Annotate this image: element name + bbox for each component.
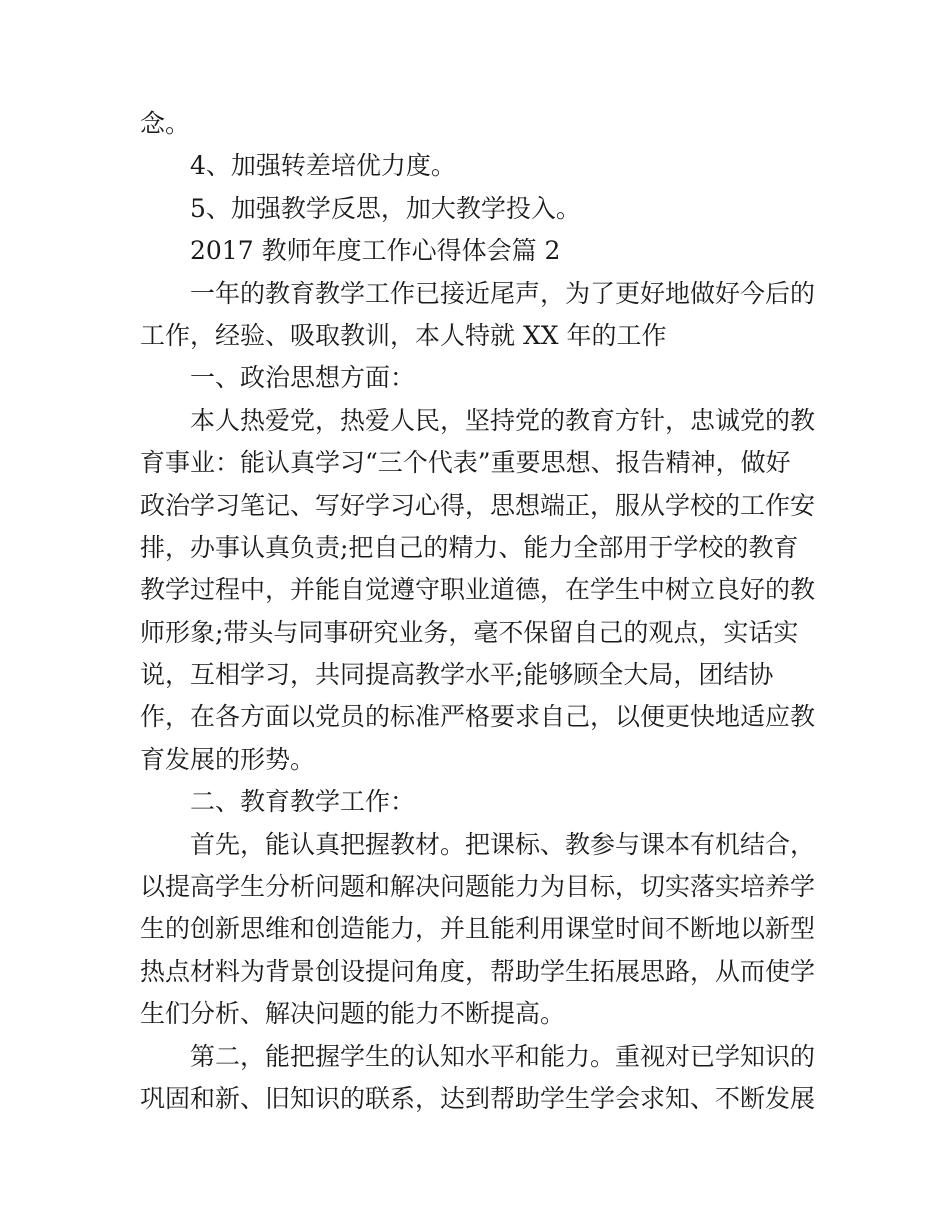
text-line: 第二，能把握学生的认知水平和能力。重视对已学知识的 — [190, 1041, 816, 1071]
text-line: 2017 教师年度工作心得体会篇 2 — [190, 236, 561, 266]
text-line: 念。 — [140, 109, 191, 138]
text-line: 5、加强教学反思，加大教学投入。 — [190, 193, 581, 223]
text-line: 育事业：能认真学习“三个代表”重要思想、报告精神，做好 — [140, 448, 791, 478]
text-line: 排，办事认真负责;把自己的精力、能力全部用于学校的教育 — [140, 532, 799, 562]
text-line: 作，在各方面以党员的标准严格要求自己，以便更快地适应教 — [140, 702, 816, 732]
text-line: 生们分析、解决问题的能力不断提高。 — [140, 999, 566, 1029]
document-body — [140, 103, 816, 1120]
text-line: 二、教育教学工作： — [190, 787, 416, 817]
text-line: 育发展的形势。 — [140, 744, 316, 774]
text-line: 以提高学生分析问题和解决问题能力为目标，切实落实培养学 — [140, 872, 816, 902]
text-line: 一、政治思想方面： — [190, 363, 416, 393]
text-line: 一年的教育教学工作已接近尾声，为了更好地做好今后的 — [190, 278, 816, 308]
text-line: 本人热爱党，热爱人民，坚持党的教育方针，忠诚党的教 — [190, 405, 816, 435]
text-line: 师形象;带头与同事研究业务，毫不保留自己的观点，实话实 — [140, 617, 799, 647]
text-line: 巩固和新、旧知识的联系，达到帮助学生学会求知、不断发展 — [140, 1083, 816, 1113]
text-line: 说，互相学习，共同提高教学水平;能够顾全大局，团结协 — [140, 660, 774, 690]
text-line: 政治学习笔记、写好学习心得，思想端正，服从学校的工作安 — [140, 490, 816, 520]
text-line: 教学过程中，并能自觉遵守职业道德，在学生中树立良好的教 — [140, 575, 816, 605]
text-line: 生的创新思维和创造能力，并且能利用课堂时间不断地以新型 — [140, 914, 816, 944]
text-line: 4、加强转差培优力度。 — [190, 151, 456, 181]
text-line: 首先，能认真把握教材。把课标、教参与课本有机结合， — [190, 829, 816, 859]
text-line: 热点材料为背景创设提问角度，帮助学生拓展思路，从而使学 — [140, 956, 816, 986]
text-line: 工作，经验、吸取教训，本人特就 XX 年的工作 — [140, 320, 667, 350]
